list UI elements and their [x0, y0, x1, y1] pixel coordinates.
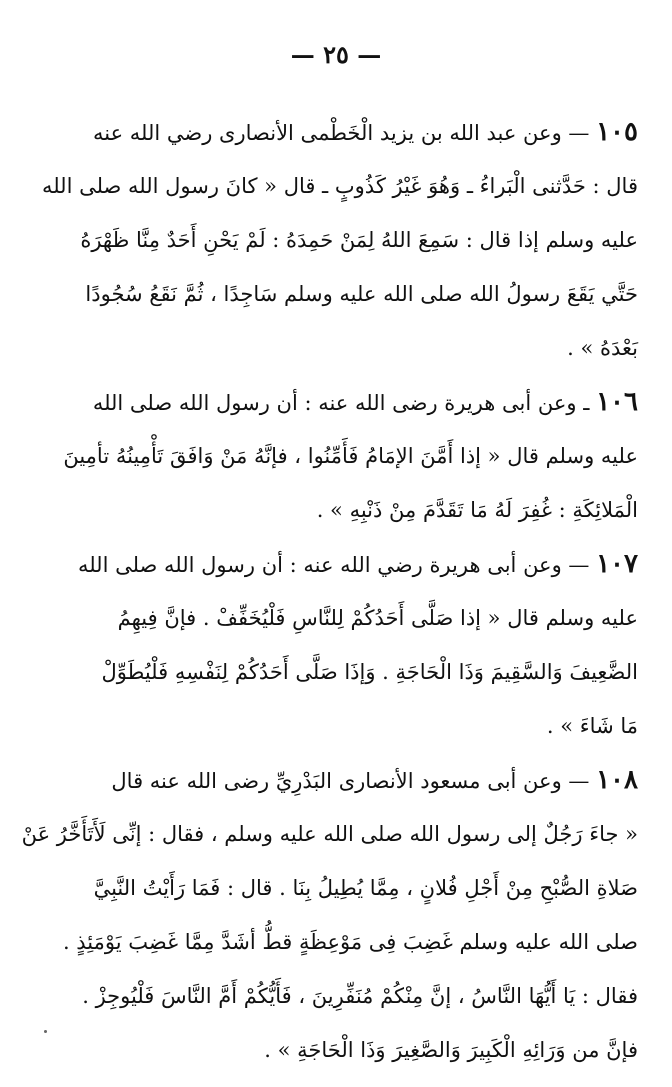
- hadith-line: صلى الله عليه وسلم غَضِبَ فِى مَوْعِظَةٍ قطُّ أشَدَّ مِمَّا غَضِبَ يَوْمَئِذٍ .: [62, 930, 638, 954]
- hadith-line: فإنَّ من وَرَائِهِ الْكَبِيرَ وَالصَّغِيرَ وَذَا الْحَاجَةِ » .: [264, 1038, 638, 1062]
- page-number: — ٢٥ —: [290, 40, 382, 69]
- page-body: [21, 105, 638, 1077]
- hadith-line: فقال : يَا أَيُّهَا النَّاسُ ، إنَّ مِنْكُمْ مُنَفِّرِينَ ، فَأَيُّكُمْ أَمَّ النَّاسَ فَلْيُوجِزْ .: [82, 984, 638, 1008]
- hadith-line: ١٠٧ — وعن أبى هريرة رضي الله عنه : أن رسول الله صلى الله: [77, 549, 638, 579]
- hadith-number: ١٠٧: [596, 549, 638, 579]
- hadith-line: ١٠٨ — وعن أبى مسعود الأنصارى البَدْرِيِّ رضى الله عنه قال: [111, 765, 638, 795]
- hadith-line: الْمَلائِكَةِ : غُفِرَ لَهُ مَا تَقَدَّمَ مِنْ ذَنْبِهِ » .: [316, 498, 638, 522]
- hadith-line: مَا شَاءَ » .: [546, 714, 638, 738]
- hadith-line: بَعْدَهُ » .: [567, 336, 638, 360]
- hadith-line: حَتَّي يَقَعَ رسولُ الله صلى الله عليه وسلم سَاجِدًا ، ثُمَّ نَقَعُ سُجُودًا: [85, 282, 638, 306]
- hadith-107: [77, 537, 638, 753]
- hadith-line: ١٠٥ — وعن عبد الله بن يزيد الْخَطْمى الأنصارى رضي الله عنه: [92, 117, 638, 147]
- hadith-line: عليه وسلم إذا قال : سَمِعَ اللهُ لِمَنْ حَمِدَهُ : لَمْ يَحْنِ أَحَدٌ مِنَّا ظَهْرَهُ: [80, 228, 638, 252]
- hadith-number: ١٠٨: [596, 765, 638, 795]
- hadith-line: قال : حَدَّثنى الْبَراءُ ـ وَهُوَ غَيْرُ كَذُوبٍ ـ قال « كانَ رسول الله صلى الله: [41, 174, 638, 198]
- hadith-number: ١٠٦: [596, 387, 638, 417]
- hadith-line: الضَّعِيفَ وَالسَّقِيمَ وَذَا الْحَاجَةِ . وَإذَا صَلَّى أَحَدُكُمْ لِنَفْسِهِ فَلْيُطَوِّلْ: [101, 660, 638, 684]
- hadith-line: عليه وسلم قال « إذا صَلَّى أَحَدُكُمْ لِلنَّاسِ فَلْيُخَفِّفْ . فإنَّ فِيهِمُ: [117, 606, 638, 630]
- scan-speck: [44, 1030, 47, 1033]
- hadith-108: [21, 753, 638, 1077]
- hadith-106: [63, 375, 638, 537]
- hadith-number: ١٠٥: [596, 117, 638, 147]
- hadith-line: ١٠٦ ـ وعن أبى هريرة رضى الله عنه : أن رسول الله صلى الله: [92, 387, 638, 417]
- hadith-line: عليه وسلم قال « إذا أَمَّنَ الإمَامُ فَأَمِّنُوا ، فإنَّهُ مَنْ وَافَقَ تَأْمِينُهُ تأمِينَ: [63, 444, 638, 468]
- hadith-line: « جاءَ رَجُلٌ إلى رسول الله صلى الله عليه وسلم ، فقال : إنِّى لَأَتَأَخَّرُ عَنْ: [21, 822, 638, 846]
- hadith-line: صَلاةِ الصُّبْحِ مِنْ أَجْلِ فُلانٍ ، مِمَّا يُطِيلُ بِنَا . قال : فَمَا رَأَيْتُ النَّبِيَّ: [93, 876, 638, 900]
- hadith-105: [41, 105, 638, 375]
